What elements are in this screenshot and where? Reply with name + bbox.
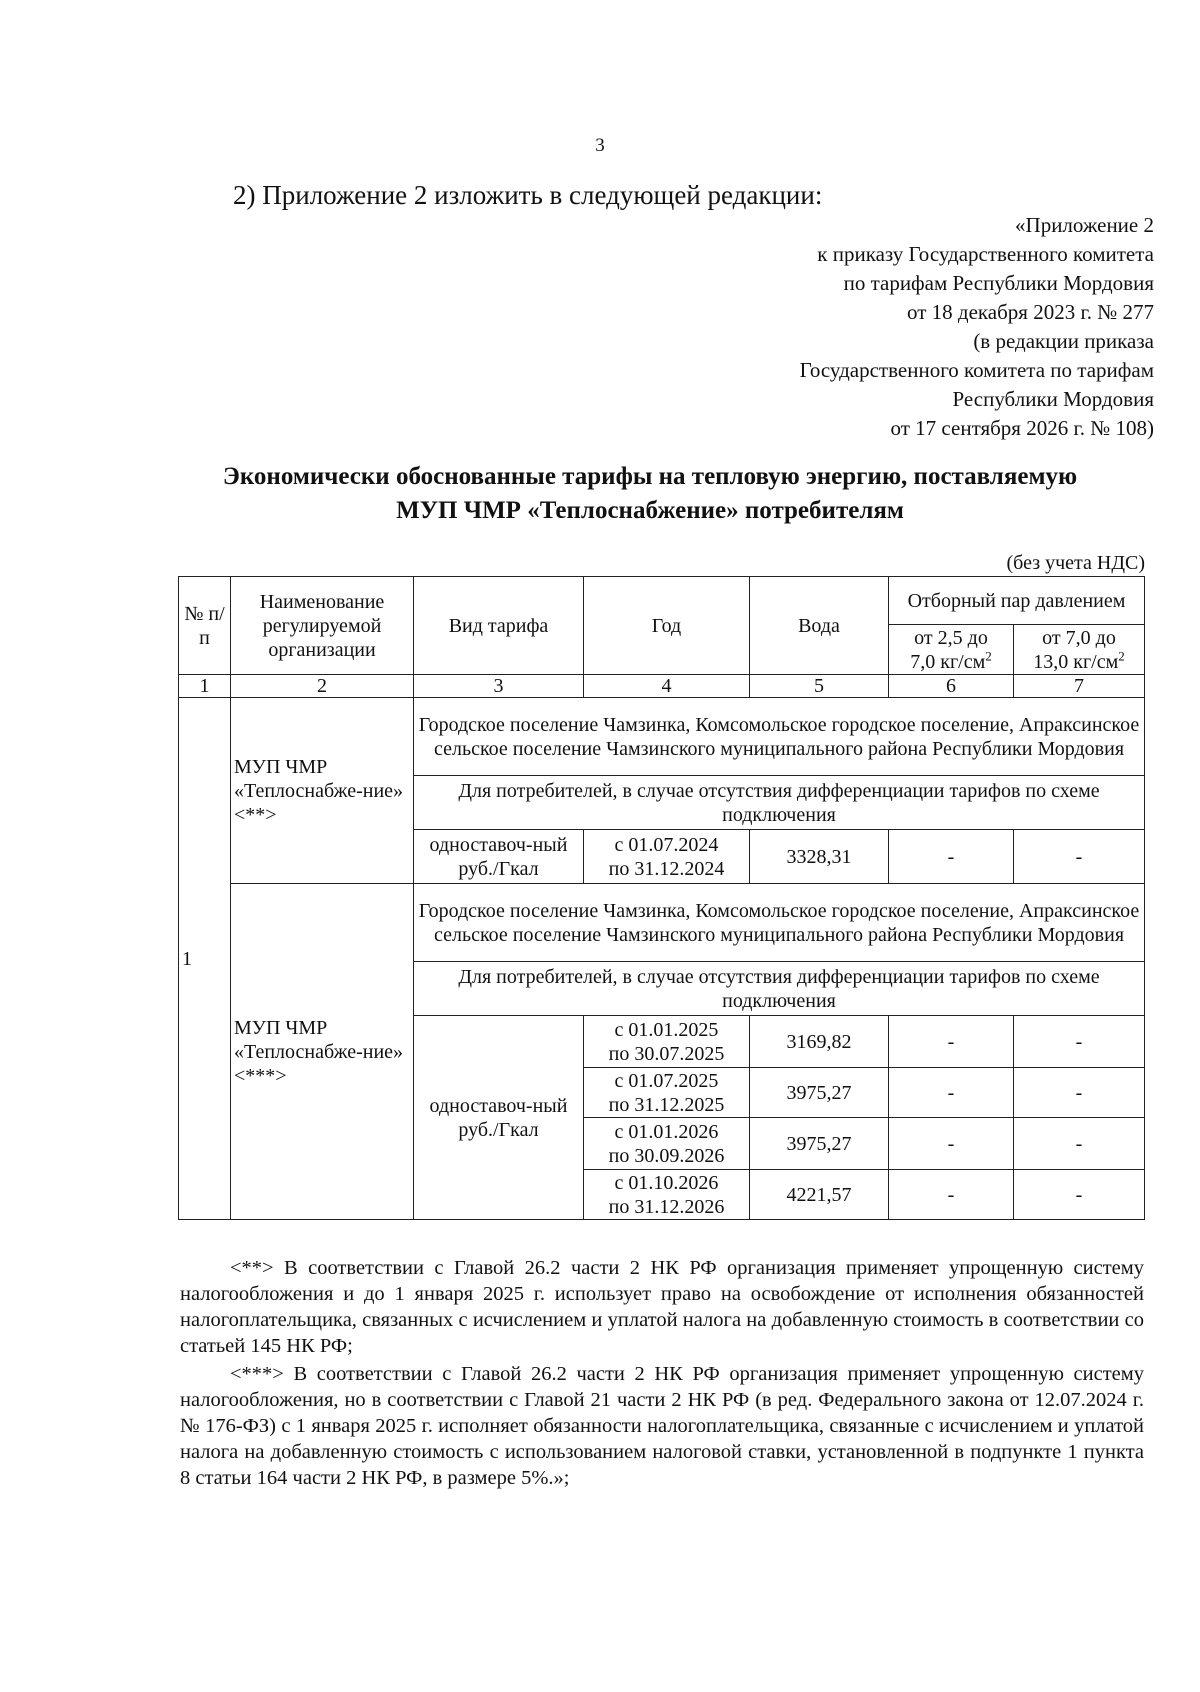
- period-to: по 31.12.2025: [608, 1093, 725, 1116]
- water-tariff: 3975,27: [750, 1118, 889, 1170]
- steam-high-tariff: -: [1014, 1068, 1145, 1118]
- territory-text: Городское поселение Чамзинка, Комсомольское городское поселение, Апраксинское сельское поселение Чамзинского муниципального района Республики Мордовия: [414, 884, 1145, 962]
- steam-high-tariff: -: [1014, 1118, 1145, 1170]
- header-year: Год: [584, 577, 750, 675]
- tariff-table: [178, 576, 1145, 1220]
- steam-high-tariff: -: [1014, 1170, 1145, 1220]
- appendix-line: «Приложение 2: [1015, 213, 1154, 237]
- period: [584, 1118, 750, 1170]
- header-steam: Отборный пар давлением: [889, 577, 1145, 625]
- period-to: по 31.12.2026: [608, 1195, 725, 1218]
- document-title-line: Экономически обоснованные тарифы на тепловую энергию, поставляемую: [222, 463, 1078, 490]
- superscript: 2: [1118, 647, 1125, 663]
- tariff-type: одноставоч-ный руб./Гкал: [414, 830, 584, 884]
- territory-text: Городское поселение Чамзинка, Комсомольское городское поселение, Апраксинское сельское поселение Чамзинского муниципального района Республики Мордовия: [414, 698, 1145, 776]
- period: [584, 1016, 750, 1068]
- organization-name: МУП ЧМР «Теплоснабже-ние» <***>: [231, 884, 414, 1220]
- column-number: 6: [889, 675, 1014, 698]
- instruction-text: 2) Приложение 2 изложить в следующей редакции:: [233, 180, 823, 210]
- footnote-3star: <***> В соответствии с Главой 26.2 части 2 НК РФ организация применяет упрощенную систему налогообложения, но в соответствии с Главой 21 части 2 НК РФ (в ред. Федерального закона от 12.07.2024 г. № 176-ФЗ) с 1 января 2025 г. исполняет обязанности налогоплательщика, связанные с исчислением и уплатой налога на добавленную стоимость с использованием налоговой ставки, установленной в подпункте 1 пункта 8 статьи 164 части 2 НК РФ, в размере 5%.»;: [180, 1363, 1144, 1489]
- header-num: № п/п: [179, 577, 231, 675]
- steam-low-tariff: -: [889, 830, 1014, 884]
- water-tariff: 4221,57: [750, 1170, 889, 1220]
- header-steam-low-unit: 7,0 кг/см: [910, 650, 986, 673]
- steam-high-tariff: -: [1014, 1016, 1145, 1068]
- period-from: с 01.01.2025: [614, 1018, 719, 1041]
- header-steam-high-unit: 13,0 кг/см: [1033, 650, 1119, 673]
- header-water: Вода: [750, 577, 889, 675]
- consumers-text: Для потребителей, в случае отсутствия дифференциации тарифов по схеме подключения: [414, 776, 1145, 830]
- header-organization: Наименование регулируемой организации: [231, 577, 414, 675]
- superscript: 2: [985, 647, 992, 663]
- column-number: 5: [750, 675, 889, 698]
- period: [584, 1170, 750, 1220]
- steam-high-tariff: -: [1014, 830, 1145, 884]
- document-title-line: МУП ЧМР «Теплоснабжение» потребителям: [396, 497, 904, 524]
- row-number: 1: [179, 698, 231, 1220]
- organization-name: МУП ЧМР «Теплоснабже-ние» <**>: [231, 698, 414, 884]
- period-from: с 01.07.2024: [614, 833, 719, 856]
- water-tariff: 3975,27: [750, 1068, 889, 1118]
- appendix-line: Республики Мордовия: [952, 387, 1154, 411]
- header-steam-low: [889, 625, 1014, 675]
- column-number: 1: [179, 675, 231, 698]
- appendix-line: от 18 декабря 2023 г. № 277: [907, 300, 1154, 324]
- consumers-text: Для потребителей, в случае отсутствия дифференциации тарифов по схеме подключения: [414, 962, 1145, 1016]
- column-number: 3: [414, 675, 584, 698]
- water-tariff: 3328,31: [750, 830, 889, 884]
- column-number: 2: [231, 675, 414, 698]
- period-from: с 01.01.2026: [614, 1120, 719, 1143]
- period-from: с 01.07.2025: [614, 1069, 719, 1092]
- water-tariff: 3169,82: [750, 1016, 889, 1068]
- document-title: [150, 460, 1150, 528]
- appendix-line: Государственного комитета по тарифам: [799, 358, 1154, 382]
- header-steam-high: [1014, 625, 1145, 675]
- appendix-line: (в редакции приказа: [973, 329, 1154, 353]
- steam-low-tariff: -: [889, 1118, 1014, 1170]
- footnotes: [180, 1255, 1144, 1493]
- vat-note: (без учета НДС): [1006, 552, 1145, 574]
- steam-low-tariff: -: [889, 1170, 1014, 1220]
- appendix-line: к приказу Государственного комитета: [817, 242, 1154, 266]
- period-to: по 30.09.2026: [608, 1144, 725, 1167]
- steam-low-tariff: -: [889, 1016, 1014, 1068]
- appendix-reference: [800, 211, 1154, 443]
- steam-low-tariff: -: [889, 1068, 1014, 1118]
- period-from: с 01.10.2026: [614, 1171, 719, 1194]
- period: [584, 1068, 750, 1118]
- period: [584, 830, 750, 884]
- header-tariff-type: Вид тарифа: [414, 577, 584, 675]
- header-steam-high-line: от 7,0 до: [1042, 626, 1116, 649]
- column-number: 7: [1014, 675, 1145, 698]
- period-to: по 31.12.2024: [608, 857, 725, 880]
- footnote-2star: <**> В соответствии с Главой 26.2 части 2 НК РФ организация применяет упрощенную систему налогообложения и до 1 января 2025 г. использует право на освобождение от исполнения обязанностей налогоплательщика, связанных с исчислением и уплатой налога на добавленную стоимость в соответствии со статьей 145 НК РФ;: [180, 1257, 1144, 1357]
- header-steam-low-line: от 2,5 до: [914, 626, 988, 649]
- appendix-line: по тарифам Республики Мордовия: [843, 271, 1154, 295]
- appendix-line: от 17 сентября 2026 г. № 108): [890, 416, 1154, 440]
- column-number: 4: [584, 675, 750, 698]
- page-number: 3: [595, 135, 605, 156]
- tariff-type: одноставоч-ный руб./Гкал: [414, 1016, 584, 1220]
- period-to: по 30.07.2025: [608, 1042, 725, 1065]
